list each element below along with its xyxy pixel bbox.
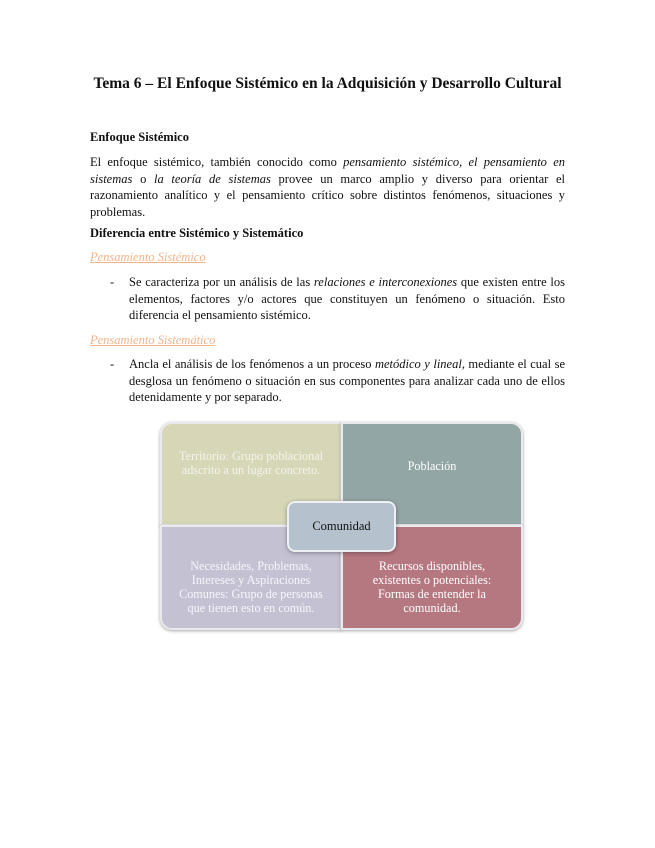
bullet-text-part: , mediante el cual se desglosa un fenómeno o situación en sus componentes para analizar cada uno de ellos detenidamente y por separado. [129, 357, 565, 404]
diagram-quadrant-recursos: Recursos disponibles, existentes o potenciales: Formas de entender la comunidad. [341, 525, 523, 630]
bullet-text-italic: metódico y lineal [374, 357, 462, 371]
link-pensamiento-sistemico[interactable]: Pensamiento Sistémico [90, 250, 206, 264]
bullet-text-part: Se caracteriza por un análisis de las [129, 275, 314, 289]
bullet-text [129, 356, 565, 406]
paragraph-italic: la teoría de sistemas [154, 171, 271, 186]
section-heading-diferencia: Diferencia entre Sistémico y Sistemático [90, 226, 304, 240]
bullet-text-part: Ancla el análisis de los fenómenos a un proceso [129, 357, 375, 371]
bullet-text-part: que existen entre los elementos, factores y/o actores que constituyen un fenómeno o situación. Esto diferencia el pensamiento sistémico. [129, 275, 566, 322]
paragraph-text: provee un marco amplio y diverso para orientar el razonamiento analítico y el pensamiento crítico sobre distintos fenómenos, situaciones y problemas. [90, 171, 565, 219]
paragraph-italic: pensamiento sistémico, el pensamiento en sistemas [90, 155, 565, 186]
paragraph-text: El enfoque sistémico, también conocido como [90, 155, 344, 169]
bullet-dash: - [110, 275, 115, 289]
paragraph-text: o [132, 171, 155, 186]
diagram-quadrant-necesidades: Necesidades, Problemas, Intereses y Aspiraciones Comunes: Grupo de personas que tienen esto en común. [160, 525, 342, 630]
bullet-item-sistemico [90, 274, 565, 324]
section-heading-enfoque: Enfoque Sistémico [90, 130, 189, 144]
document-title: Tema 6 – El Enfoque Sistémico en la Adquisición y Desarrollo Cultural [93, 75, 562, 92]
diagram-quadrant-poblacion: Población [341, 422, 523, 526]
bullet-text [129, 274, 565, 324]
diagram-quadrant-territorio: Territorio: Grupo poblacional adscrito a un lugar concreto. [160, 422, 342, 526]
bullet-item-sistematico [90, 356, 565, 406]
community-diagram [160, 422, 523, 630]
bullet-dash: - [110, 357, 115, 371]
bullet-text-italic: relaciones e interconexiones [313, 275, 458, 289]
link-pensamiento-sistematico[interactable]: Pensamiento Sistemático [90, 333, 216, 347]
paragraph-enfoque [90, 154, 565, 220]
diagram-center-comunidad: Comunidad [287, 501, 396, 552]
